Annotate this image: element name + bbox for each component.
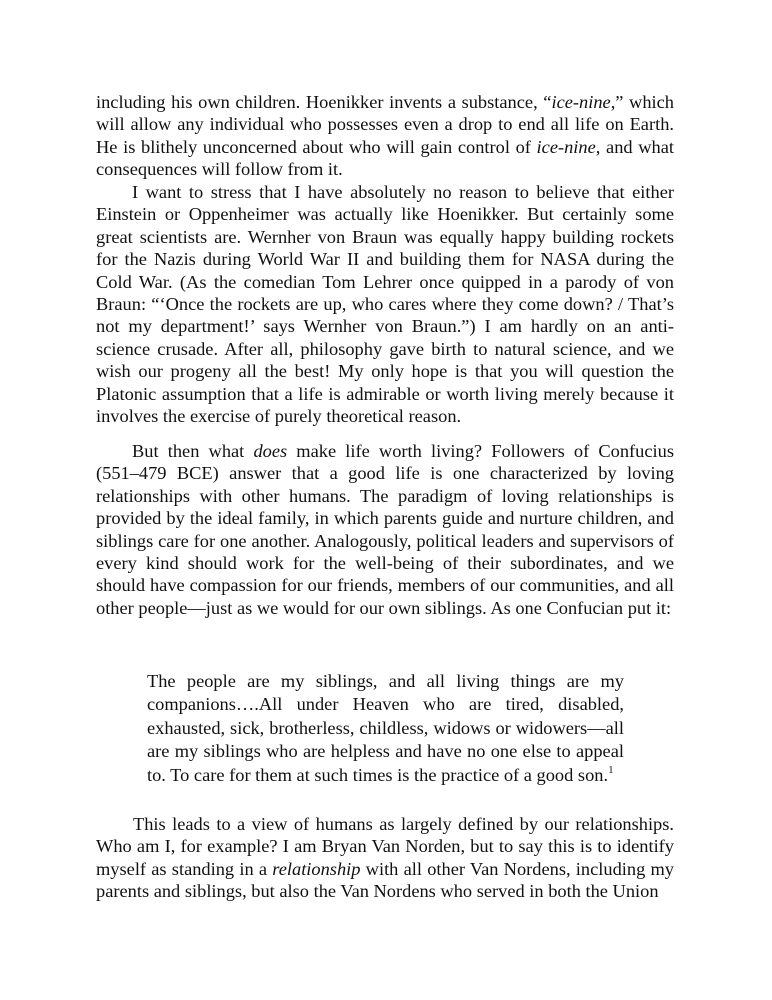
paragraph-text: This leads to a view of humans as largely defined by our relationships. Who am I, for example? I am Bryan Van Norden, but to say this is to identify myself as standing in a: [96, 814, 674, 879]
italic-term-ice-nine: ice-nine: [551, 92, 611, 112]
paragraph-text: But then what: [132, 441, 254, 461]
paragraph-confucius: [96, 440, 674, 619]
italic-emphasis-relationship: relationship: [272, 858, 361, 879]
paragraph-text: make life worth living? Followers of Confucius (551–479 BCE) answer that a good life is one characterized by loving relationships with other humans. The paradigm of loving relationships is provided by the ideal family, in which parents guide and nurture children, and siblings care for one another. Analogously, political leaders and supervisors of every kind should work for the well-being of their subordinates, and we should have compassion for our friends, members of our communities, and all other people—just as we would for our own siblings. As one Confucian put it:: [96, 441, 674, 618]
footnote-marker: 1: [608, 763, 614, 776]
paragraph-hoenikker: [96, 91, 674, 181]
italic-term-ice-nine: ice-nine: [536, 136, 596, 157]
paragraph-text: including his own children. Hoenikker invents a substance, “: [96, 92, 552, 112]
paragraph-text: ,” which will allow any individual who possesses even a drop to end all life on Earth. He is blithely unconcerned about who will gain control of: [96, 92, 674, 157]
block-quote-text: The people are my siblings, and all living things are my companions….All under Heaven who are tired, disabled, exhausted, sick, brotherless, childless, widows or widowers—all are my siblings who are helpless and have no one else to appeal to. To care for them at such times is the practice of a good son.: [147, 671, 624, 785]
paragraph-text: , and what consequences will follow from it.: [96, 136, 674, 180]
italic-emphasis-does: does: [253, 441, 288, 461]
paragraph-relationships: [96, 813, 674, 903]
block-quote: [147, 670, 624, 787]
paragraph-text: with all other Van Nordens, including my parents and siblings, but also the Van Nordens who served in both the Union: [96, 858, 674, 902]
paragraph-text: I want to stress that I have absolutely no reason to believe that either Einstein or Oppenheimer was actually like Hoenikker. But certainly some great scientists are. Wernher von Braun was equally happy building rockets for the Nazis during World War II and building them for NASA during the Cold War. (As the comedian Tom Lehrer once quipped in a parody of von Braun: “‘Once the rockets are up, who cares where they come down? / That’s not my department!’ says Wernher von Braun.”) I am hardly on an anti-science crusade. After all, philosophy gave birth to natural science, and we wish our progeny all the best! My only hope is that you will question the Platonic assumption that a life is admirable or worth living merely because it involves the exercise of purely theoretical reason.: [96, 182, 674, 427]
paragraph-scientists: [96, 181, 674, 427]
